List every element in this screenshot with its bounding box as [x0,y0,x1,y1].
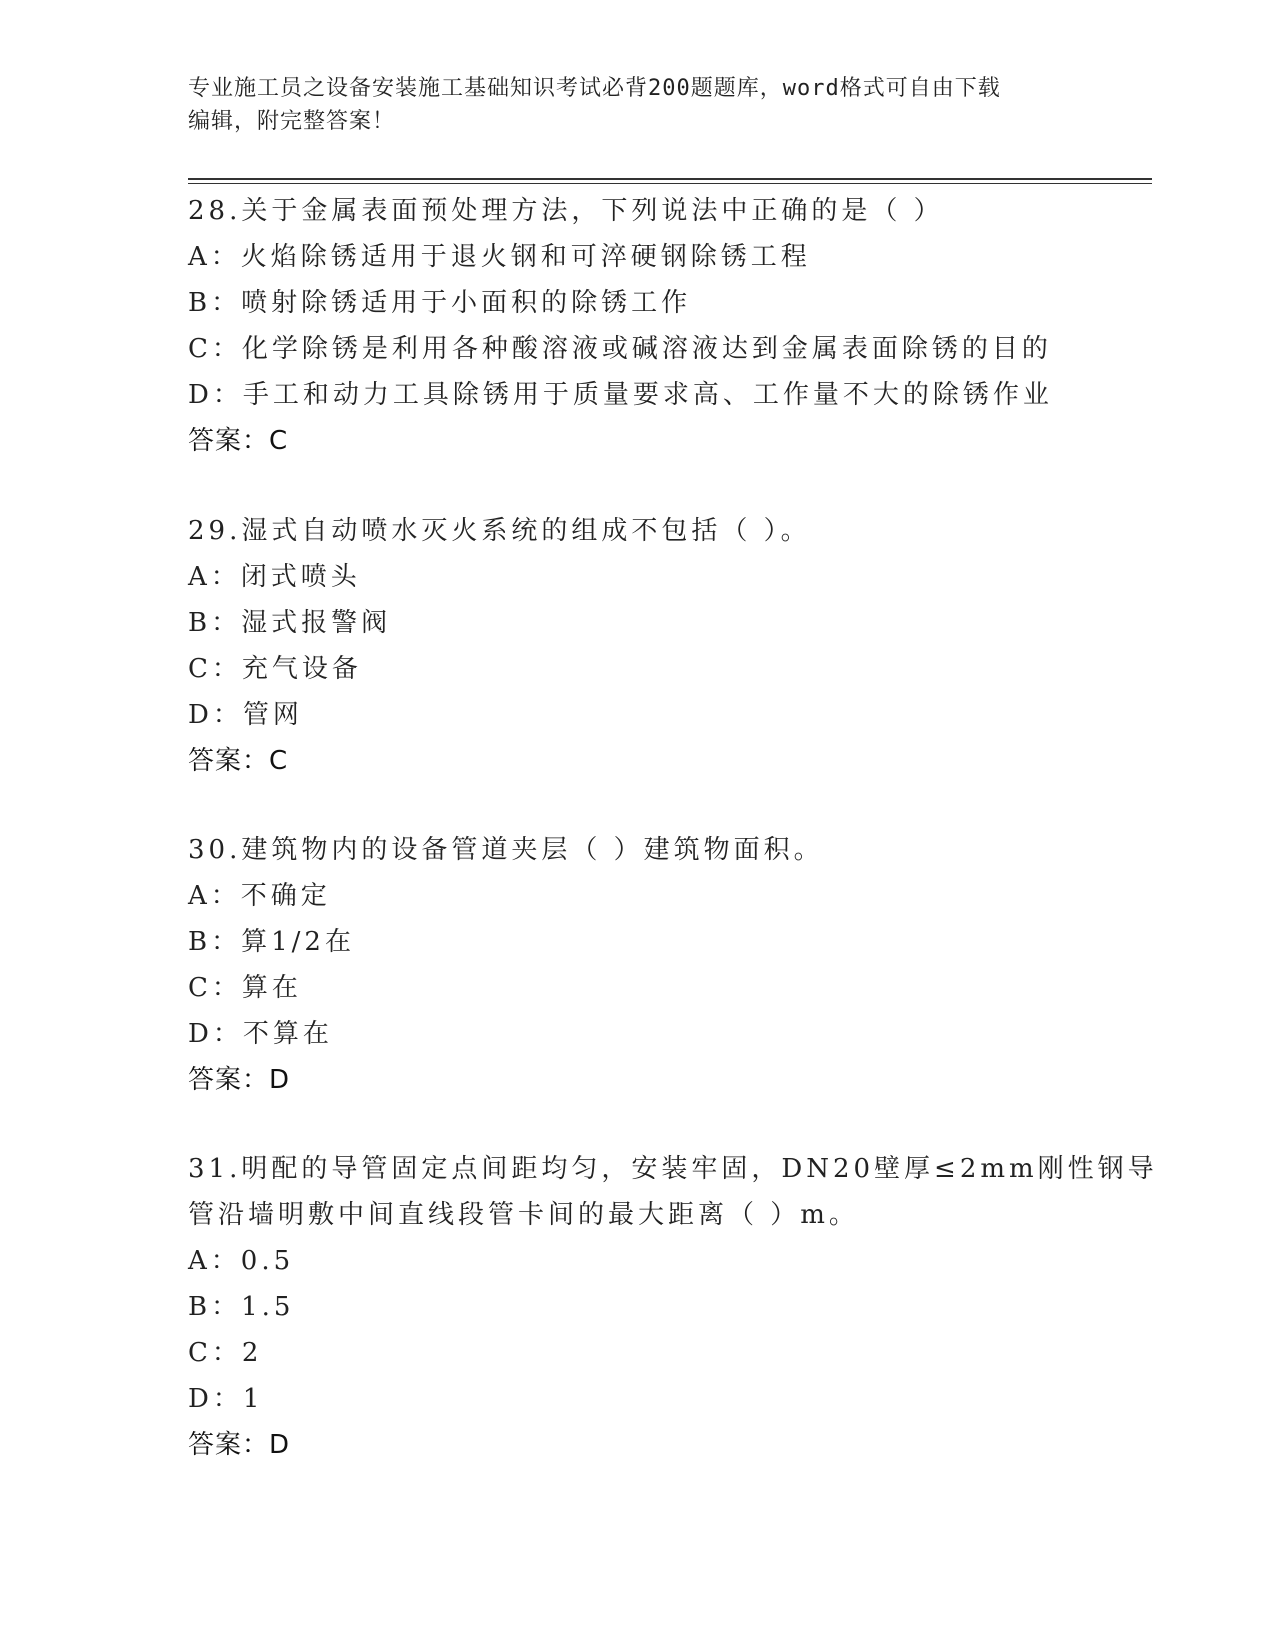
option-b: B：喷射除锈适用于小面积的除锈工作 [188,288,692,318]
question-stem: 29.湿式自动喷水灭火系统的组成不包括（ ）。 [188,516,811,546]
option-b: B：1.5 [188,1292,295,1322]
header-line-2: 编辑，附完整答案！ [188,109,396,134]
option-a: A：不确定 [188,881,331,911]
option-b: B：湿式报警阀 [188,608,392,638]
question-stem-line-1: 31.明配的导管固定点间距均匀，安装牢固，DN20壁厚≤2mm刚性钢导 [188,1154,1158,1184]
option-a: A：火焰除锈适用于退火钢和可淬硬钢除锈工程 [188,242,811,272]
question-30 [188,827,1088,1103]
option-c: C：充气设备 [188,654,362,684]
option-d: D：管网 [188,700,303,730]
header-divider-thick [188,178,1152,180]
option-b: B：算1/2在 [188,927,355,957]
answer-line: 答案：D [188,1065,291,1095]
option-a: A：0.5 [188,1246,295,1276]
option-a: A：闭式喷头 [188,562,361,592]
answer-line: 答案：D [188,1430,291,1460]
answer-line: 答案：C [188,426,289,456]
header-divider-thin [188,183,1152,184]
question-31 [188,1146,1158,1468]
option-d: D：不算在 [188,1019,333,1049]
document-header [188,72,1088,138]
option-c: C：化学除锈是利用各种酸溶液或碱溶液达到金属表面除锈的目的 [188,334,1052,364]
question-stem-line-2: 管沿墙明敷中间直线段管卡间的最大距离（ ）m。 [188,1200,859,1230]
question-stem: 30.建筑物内的设备管道夹层（ ）建筑物面积。 [188,835,824,865]
question-29 [188,508,1088,784]
option-d: D：1 [188,1384,264,1414]
option-c: C：算在 [188,973,302,1003]
question-28 [188,188,1088,464]
header-line-1: 专业施工员之设备安装施工基础知识考试必背200题题库，word格式可自由下载 [188,76,1001,101]
question-stem: 28.关于金属表面预处理方法，下列说法中正确的是（ ） [188,196,944,226]
answer-line: 答案：C [188,746,289,776]
option-d: D：手工和动力工具除锈用于质量要求高、工作量不大的除锈作业 [188,380,1053,410]
option-c: C：2 [188,1338,263,1368]
